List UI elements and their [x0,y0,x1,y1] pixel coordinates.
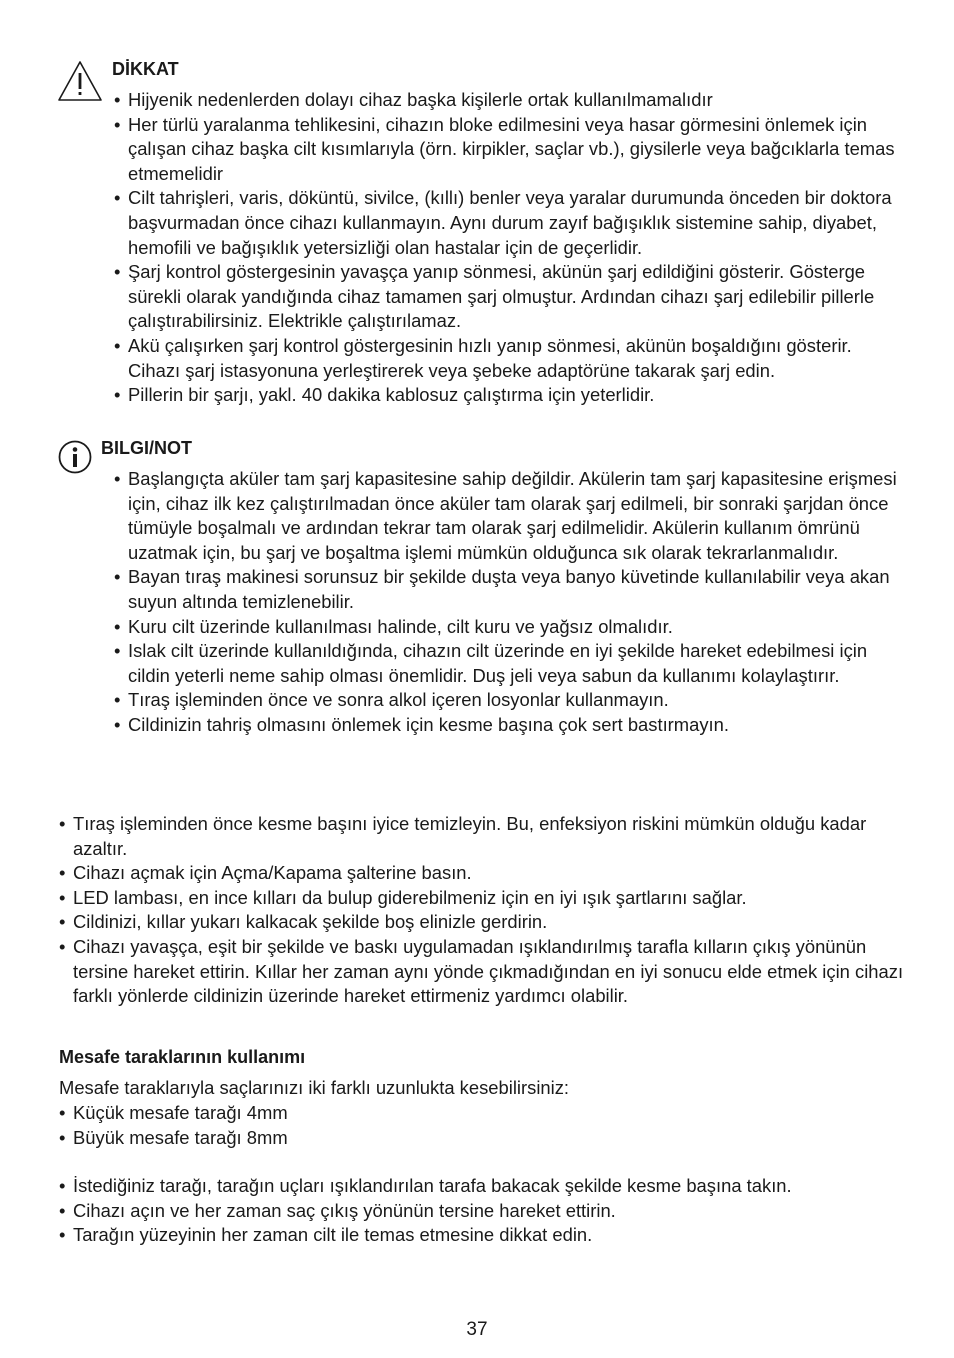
info-list [114,467,904,738]
warning-triangle-icon [57,60,103,102]
list-item: • Tarağın yüzeyinin her zaman cilt ile temas etmesine dikkat edin. [59,1223,904,1248]
list-item: • Kuru cilt üzerinde kullanılması halinde, cilt kuru ve yağsız olmalıdır. [114,615,904,640]
info-circle-icon [58,440,92,474]
list-item: • Büyük mesafe tarağı 8mm [59,1126,904,1151]
list-item: • Tıraş işleminden önce ve sonra alkol içeren losyonlar kullanmayın. [114,688,904,713]
list-item: • Pillerin bir şarjı, yakl. 40 dakika kablosuz çalıştırma için yeterlidir. [114,383,904,408]
warning-title: DİKKAT [112,59,179,79]
list-item: • Başlangıçta aküler tam şarj kapasitesine sahip değildir. Akülerin tam şarj kapasitesine erişmesi için, cihaz ilk kez çalıştırılmadan önce aküler tam olarak şarj edilmeli, bir sonraki şarjdan önce tümüyle boşalmalı ve ardından tekrar tam olarak şarj edilmelidir. Akülerin kullanım ömrünü uzatmak için, bu şarj ve boşaltma işlemi mümkün olduğunca sık olarak tekrarlanmalıdır. [114,467,904,565]
general-instructions-list [59,812,904,1009]
info-title: BILGI/NOT [101,438,192,458]
list-item: • Akü çalışırken şarj kontrol göstergesinin hızlı yanıp sönmesi, akünün boşaldığını gösterir. Cihazı şarj istasyonuna yerleştirerek veya şebeke adaptörüne takarak şarj edin. [114,334,904,383]
list-item: • Bayan tıraş makinesi sorunsuz bir şekilde duşta veya banyo küvetinde kullanılabilir veya akan suyun altında temizlenebilir. [114,565,904,614]
list-item: • Cildinizi, kıllar yukarı kalkacak şekilde boş elinizle gerdirin. [59,910,904,935]
spacing-combs-intro: Mesafe taraklarıyla saçlarınızı iki farklı uzunlukta kesebilirsiniz: [59,1077,570,1098]
spacing-combs-title: Mesafe taraklarının kullanımı [59,1047,306,1067]
spacing-combs-steps [59,1174,904,1248]
page-number: 37 [466,1319,488,1340]
list-item: • Cildinizin tahriş olmasını önlemek için kesme başına çok sert bastırmayın. [114,713,904,738]
list-item: • Cihazı açın ve her zaman saç çıkış yönünün tersine hareket ettirin. [59,1199,904,1224]
list-item: • Tıraş işleminden önce kesme başını iyice temizleyin. Bu, enfeksiyon riskini mümkün olduğu kadar azaltır. [59,812,904,861]
list-item: • LED lambası, en ince kılları da bulup giderebilmeniz için en iyi ışık şartlarını sağlar. [59,886,904,911]
list-item: • Şarj kontrol göstergesinin yavaşça yanıp sönmesi, akünün şarj edildiğini gösterir. Gösterge sürekli olarak yandığında cihaz tamamen şarj olmuştur. Ardından cihazı şarj edilebilir pillerle çalıştırabilirsiniz. Elektrikle çalıştırılamaz. [114,260,904,334]
list-item: • Küçük mesafe tarağı 4mm [59,1101,904,1126]
list-item: • Cihazı yavaşça, eşit bir şekilde ve baskı uygulamadan ışıklandırılmış tarafla kılların çıkış yönünün tersine hareket ettirin. Kıllar her zaman aynı yönde çıkmadığından en iyi sonucu elde etmek için cihazı farklı yönlerde cildinizin üzerinde hareket ettirmeniz yardımcı olabilir. [59,935,904,1009]
warning-list [114,88,904,408]
list-item: • Cihazı açmak için Açma/Kapama şalterine basın. [59,861,904,886]
spacing-combs-list [59,1101,904,1150]
list-item: • Islak cilt üzerinde kullanıldığında, cihazın cilt üzerinde en iyi şekilde hareket edebilmesi için cildin yeterli neme sahip olması önemlidir. Duş jeli veya sabun da kullanımı kolaylaştırır. [114,639,904,688]
list-item: • Her türlü yaralanma tehlikesini, cihazın bloke edilmesini veya hasar görmesini önlemek için çalışan cihaz başka cilt kısımlarıyla (örn. kirpikler, saçlar vb.), giysilerle veya bağcıklarla temas etmemelidir [114,113,904,187]
list-item: • İstediğiniz tarağı, tarağın uçları ışıklandırılan tarafa bakacak şekilde kesme başına takın. [59,1174,904,1199]
list-item: • Hijyenik nedenlerden dolayı cihaz başka kişilerle ortak kullanılmamalıdır [114,88,904,113]
list-item: • Cilt tahrişleri, varis, döküntü, sivilce, (kıllı) benler veya yaralar durumunda önceden bir doktora başvurmadan önce cihazı kullanmayın. Aynı durum zayıf bağışıklık sistemine sahip, diyabet, hemofili ve bağışıklık yetersizliği olan hastalar için de geçerlidir. [114,186,904,260]
